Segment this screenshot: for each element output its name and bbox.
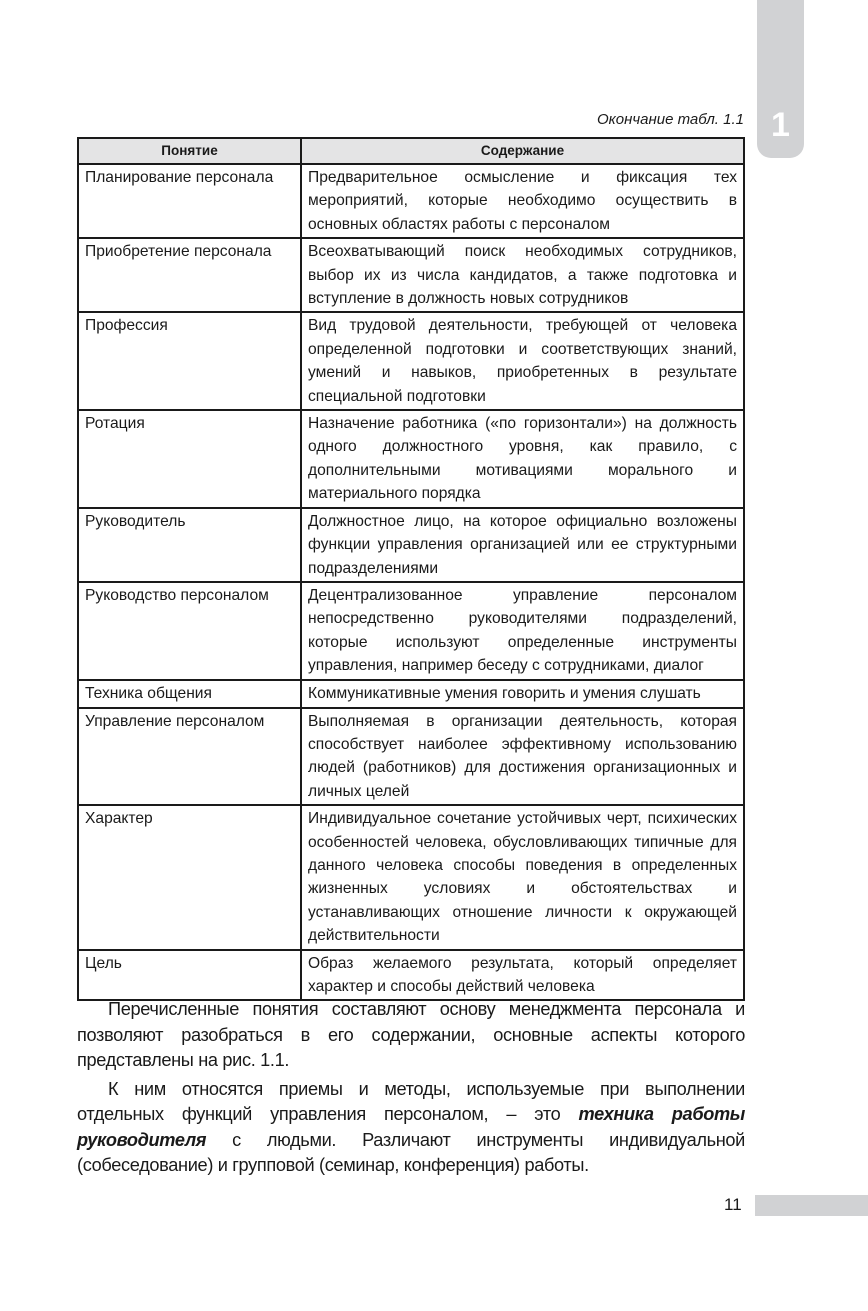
emphasis-term: техника работы руководителя bbox=[77, 1104, 745, 1150]
definition-cell: Предварительное осмысление и фиксация тех мероприятий, которые необходимо осуществить в основных областях работы с персоналом bbox=[301, 164, 744, 238]
paragraph-2-text-start: К ним относятся приемы и методы, используемые при выполнении отдельных функций управления персоналом, – это bbox=[77, 1078, 745, 1124]
page-footer-bar bbox=[755, 1195, 868, 1216]
term-cell: Профессия bbox=[78, 312, 301, 410]
table-row bbox=[78, 708, 744, 806]
table-row bbox=[78, 410, 744, 508]
term-cell: Цель bbox=[78, 950, 301, 1001]
terms-table bbox=[77, 137, 745, 1001]
table-row bbox=[78, 508, 744, 582]
table-row bbox=[78, 238, 744, 312]
table-row bbox=[78, 582, 744, 680]
paragraph-1: Перечисленные понятия составляют основу менеджмента персонала и позволяют разобраться в его содержании, основные аспекты которого представлены на рис. 1.1. bbox=[77, 999, 745, 1070]
term-cell: Руководитель bbox=[78, 508, 301, 582]
page-number: 11 bbox=[724, 1195, 742, 1214]
term-cell: Управление персоналом bbox=[78, 708, 301, 806]
definition-cell: Вид трудовой деятельности, требующей от человека определенной подготовки и соответствующих знаний, умений и навыков, приобретенных в результате специальной подготовки bbox=[301, 312, 744, 410]
table-caption: Окончание табл. 1.1 bbox=[597, 111, 744, 128]
chapter-tab bbox=[757, 0, 804, 158]
table-row bbox=[78, 805, 744, 949]
table-row bbox=[78, 164, 744, 238]
definition-cell: Образ желаемого результата, который определяет характер и способы действий человека bbox=[301, 950, 744, 1001]
term-cell: Характер bbox=[78, 805, 301, 949]
term-cell: Руководство персоналом bbox=[78, 582, 301, 680]
term-cell: Приобретение персонала bbox=[78, 238, 301, 312]
term-cell: Техника общения bbox=[78, 680, 301, 708]
paragraph-2 bbox=[77, 1077, 745, 1179]
column-header-term: Понятие bbox=[78, 138, 301, 164]
definition-cell: Децентрализованное управление персоналом непосредственно руководителями подразделений, которые используют определенные инструменты управления, например беседу с сотрудниками, диалог bbox=[301, 582, 744, 680]
table-row bbox=[78, 312, 744, 410]
definition-cell: Индивидуальное сочетание устойчивых черт, психических особенностей человека, обусловливающих типичные для данного человека способы поведения в определенных жизненных условиях и обстоятельствах и устанавливающих отношение личности к окружающей действительности bbox=[301, 805, 744, 949]
body-text bbox=[77, 997, 745, 1179]
definition-cell: Назначение работника («по горизонтали») на должность одного должностного уровня, как правило, с дополнительными мотивациями морального и материального порядка bbox=[301, 410, 744, 508]
definition-cell: Должностное лицо, на которое официально возложены функции управления организацией или ее структурными подразделениями bbox=[301, 508, 744, 582]
table-row bbox=[78, 680, 744, 708]
term-cell: Ротация bbox=[78, 410, 301, 508]
table-header-row bbox=[78, 138, 744, 164]
column-header-definition: Содержание bbox=[301, 138, 744, 164]
definition-cell: Всеохватывающий поиск необходимых сотрудников, выбор их из числа кандидатов, а также подготовка и вступление в должность новых сотрудников bbox=[301, 238, 744, 312]
table-row bbox=[78, 950, 744, 1001]
chapter-number: 1 bbox=[771, 106, 790, 144]
term-cell: Планирование персонала bbox=[78, 164, 301, 238]
definition-cell: Выполняемая в организации деятельность, которая способствует наиболее эффективному использованию людей (работников) для достижения организационных и личных целей bbox=[301, 708, 744, 806]
definition-cell: Коммуникативные умения говорить и умения слушать bbox=[301, 680, 744, 708]
paragraph-2-text-end: с людьми. Различают инструменты индивидуальной (собеседование) и групповой (семинар, конференция) работы. bbox=[77, 1129, 745, 1175]
